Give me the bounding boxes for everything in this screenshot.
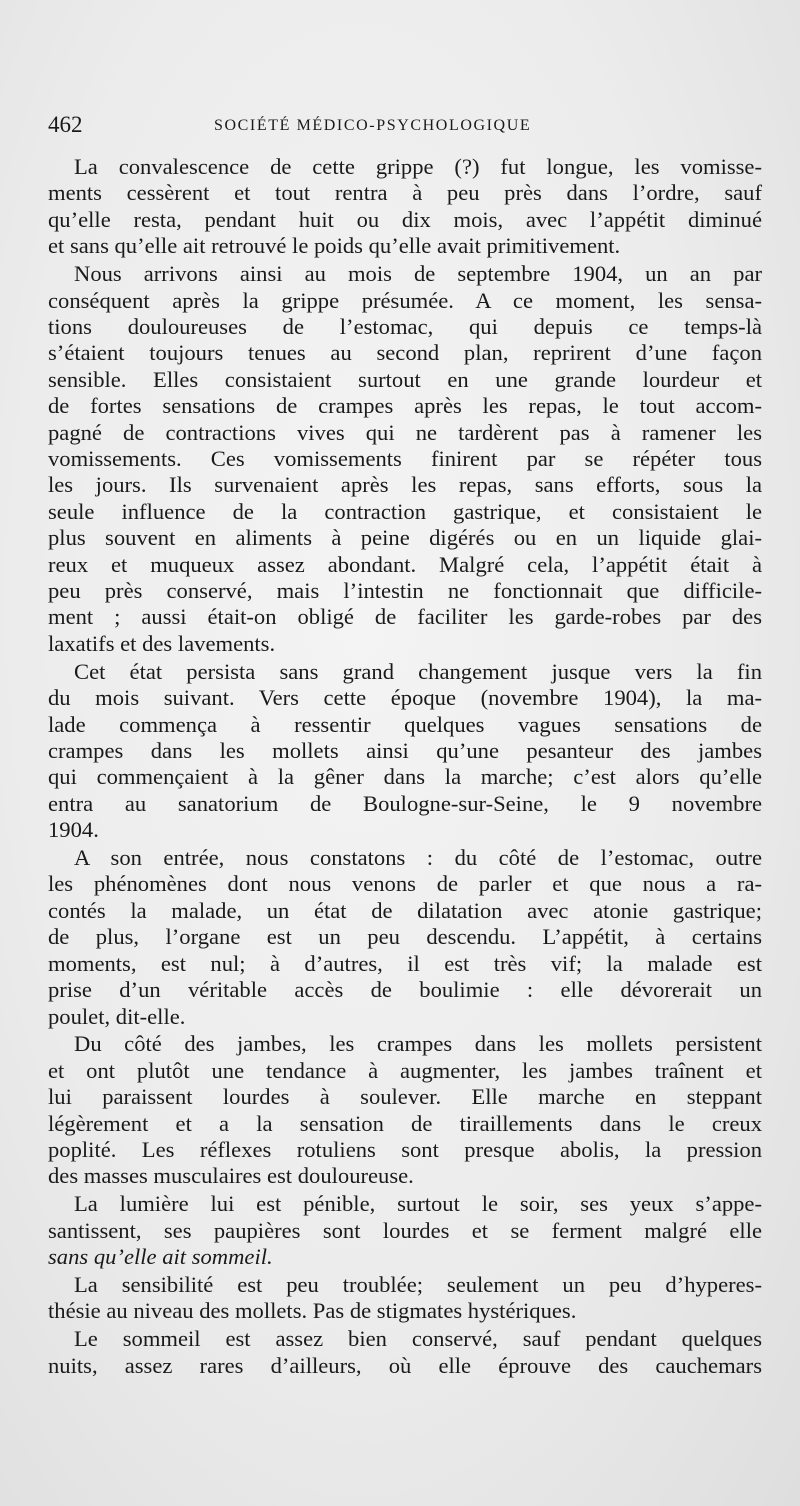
text-line: prise d’un véritable accès de boulimie : elle dévorerait un — [48, 977, 762, 1003]
text-line: laxatifs et des lavements. — [48, 630, 276, 656]
text-line: légèrement et a la sensation de tiraillements dans le creux — [48, 1110, 762, 1136]
text-line: tions douloureuses de l’estomac, qui depuis ce temps-là — [48, 313, 762, 339]
paragraph — [48, 1191, 762, 1270]
paragraph — [48, 1326, 762, 1379]
text-line: Le sommeil est assez bien conservé, sauf pendant quelques — [74, 1326, 762, 1352]
text-line: reux et muqueux assez abondant. Malgré cela, l’appétit était à — [48, 551, 762, 577]
italic-text: sans qu’elle ait sommeil. — [48, 1244, 273, 1270]
text-line: pagné de contractions vives qui ne tardèrent pas à ramener les — [48, 419, 762, 445]
text-line: 1904. — [48, 817, 99, 843]
text-line: poulet, dit-elle. — [48, 1003, 186, 1029]
text-line: les jours. Ils survenaient après les repas, sans efforts, sous la — [48, 472, 762, 498]
text-line: des masses musculaires est douloureuse. — [48, 1163, 414, 1189]
text-line: s’étaient toujours tenues au second plan, reprirent d’une façon — [48, 340, 762, 366]
text-line: A son entrée, nous constatons : du côté de l’estomac, outre — [74, 845, 762, 871]
text-line: sensible. Elles consistaient surtout en une grande lourdeur et — [48, 366, 762, 392]
page-header — [48, 112, 760, 142]
text-line: Cet état persista sans grand changement jusque vers la fin — [74, 658, 762, 684]
text-line: et sans qu’elle ait retrouvé le poids qu’elle avait primitivement. — [48, 233, 621, 259]
text-line: poplité. Les réflexes rotuliens sont presque abolis, la pression — [48, 1137, 762, 1163]
text-line: et ont plutôt une tendance à augmenter, les jambes traînent et — [48, 1057, 762, 1083]
text-line: ment ; aussi était-on obligé de faciliter les garde-robes par des — [48, 604, 762, 630]
text-line: plus souvent en aliments à peine digérés ou en un liquide glai- — [48, 525, 762, 551]
text-line: La convalescence de cette grippe (?) fut longue, les vomisse- — [74, 154, 762, 179]
text-line: La sensibilité est peu troublée; seulement un peu d’hyperes- — [74, 1272, 762, 1298]
text-line: moments, est nul; à d’autres, il est très vif; la malade est — [48, 950, 762, 976]
paragraph — [48, 1272, 762, 1325]
text-line: nuits, assez rares d’ailleurs, où elle éprouve des cauchemars — [48, 1352, 762, 1378]
running-head: SOCIÉTÉ MÉDICO-PSYCHOLOGIQUE — [214, 117, 532, 134]
paragraph — [48, 659, 762, 844]
text-line: lade commença à ressentir quelques vagues sensations de — [48, 711, 762, 737]
paragraph — [48, 845, 762, 1030]
text-line: thésie au niveau des mollets. Pas de stigmates hystériques. — [48, 1298, 577, 1324]
text-line: seule influence de la contraction gastrique, et consistaient le — [48, 498, 762, 524]
body-text — [48, 154, 762, 1381]
text-line: lui paraissent lourdes à soulever. Elle marche en steppant — [48, 1084, 762, 1110]
text-line: La lumière lui est pénible, surtout le soir, ses yeux s’appe- — [74, 1191, 762, 1217]
text-line: qu’elle resta, pendant huit ou dix mois, avec l’appétit diminué — [48, 206, 762, 232]
text-line: vomissements. Ces vomissements finirent par se répéter tous — [48, 445, 762, 471]
paragraph — [48, 261, 762, 657]
paragraph — [48, 1031, 762, 1189]
text-line: les phénomènes dont nous venons de parler et que nous a ra- — [48, 871, 762, 897]
text-line: ments cessèrent et tout rentra à peu près dans l’ordre, sauf — [48, 180, 762, 206]
text-line-italic — [48, 1244, 762, 1270]
text-line: conséquent après la grippe présumée. A ce moment, les sensa- — [48, 287, 762, 313]
text-line: peu près conservé, mais l’intestin ne fonctionnait que difficile- — [48, 578, 762, 603]
text-line: crampes dans les mollets ainsi qu’une pesanteur des jambes — [48, 737, 762, 763]
text-line: Nous arrivons ainsi au mois de septembre 1904, un an par — [74, 261, 762, 287]
text-line: contés la malade, un état de dilatation avec atonie gastrique; — [48, 897, 762, 923]
page-number: 462 — [48, 112, 83, 137]
text-line: de fortes sensations de crampes après les repas, le tout accom- — [48, 393, 762, 419]
text-line: Du côté des jambes, les crampes dans les mollets persistent — [74, 1031, 762, 1057]
text-line: qui commençaient à la gêner dans la marche; c’est alors qu’elle — [48, 764, 762, 790]
text-line: de plus, l’organe est un peu descendu. L’appétit, à certains — [48, 924, 762, 950]
paragraph — [48, 154, 762, 260]
text-line: santissent, ses paupières sont lourdes et se ferment malgré elle — [48, 1217, 762, 1243]
text-line: entra au sanatorium de Boulogne-sur-Seine, le 9 novembre — [48, 790, 762, 816]
text-line: du mois suivant. Vers cette époque (novembre 1904), la ma- — [48, 685, 762, 711]
